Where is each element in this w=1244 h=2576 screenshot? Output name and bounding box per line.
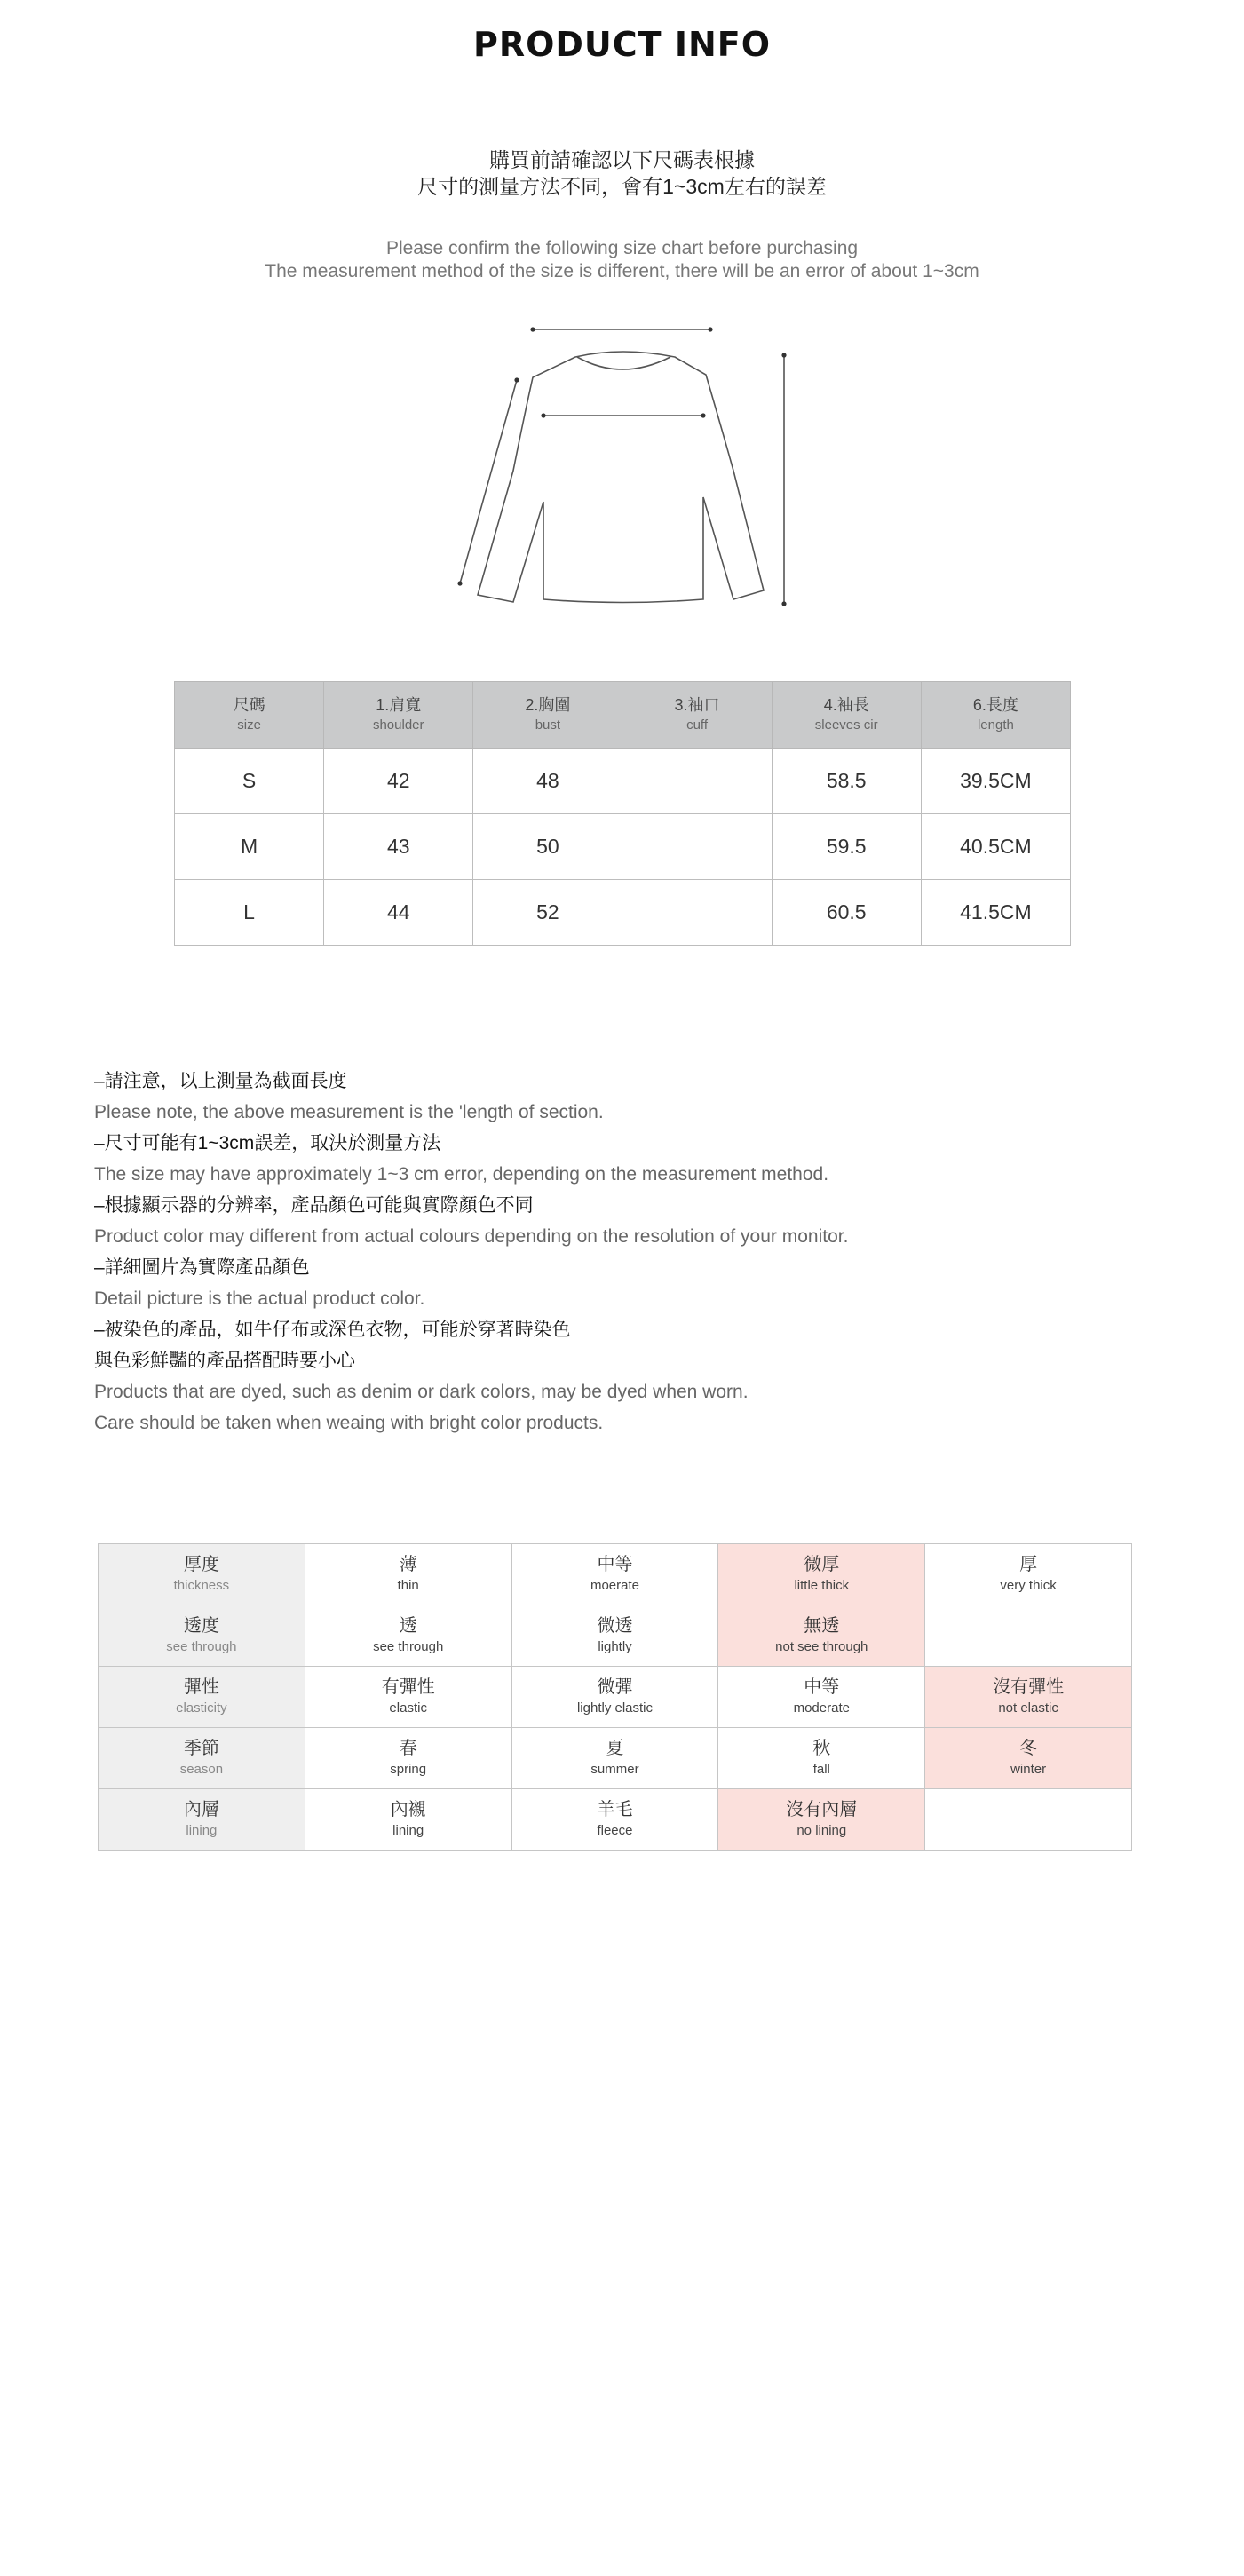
attribute-label: 季節 season — [99, 1728, 305, 1789]
sweater-outline — [478, 352, 764, 603]
attribute-option: 微透 lightly — [511, 1605, 718, 1667]
size-table-header: 1.肩寬 shoulder — [324, 682, 473, 749]
table-cell: 42 — [324, 749, 473, 814]
attribute-option: 薄 thin — [305, 1544, 511, 1605]
garment-measurement-diagram — [0, 320, 1244, 622]
attribute-option: 內襯 lining — [305, 1789, 511, 1851]
attribute-option: 厚 very thick — [925, 1544, 1132, 1605]
table-row — [175, 749, 1071, 814]
attribute-option-selected: 沒有彈性 not elastic — [925, 1667, 1132, 1728]
sleeve-measure-line — [460, 380, 517, 583]
table-cell: S — [175, 749, 324, 814]
table-cell: 41.5CM — [921, 880, 1070, 946]
note-line: –請注意，以上測量為截面長度 — [94, 1071, 347, 1091]
note-line: –被染色的產品，如牛仔布或深色衣物，可能於穿著時染色 — [94, 1320, 571, 1340]
table-cell: 50 — [473, 814, 622, 880]
size-table-header: 6.長度 length — [921, 682, 1070, 749]
attribute-option-empty — [925, 1605, 1132, 1667]
note-line: Care should be taken when weaing with bright color products. — [94, 1413, 604, 1433]
intro-zh-line-1: 購買前請確認以下尺碼表根據 — [489, 148, 755, 171]
size-table-header: 3.袖口 cuff — [622, 682, 772, 749]
attribute-option-empty — [925, 1789, 1132, 1851]
attribute-option: 透 see through — [305, 1605, 511, 1667]
size-table — [174, 681, 1071, 946]
intro-zh-line-2: 尺寸的測量方法不同，會有1~3cm左右的誤差 — [417, 175, 827, 198]
table-cell: 59.5 — [772, 814, 921, 880]
care-notes — [94, 1066, 1160, 1439]
note-line: –詳細圖片為實際產品顏色 — [94, 1257, 310, 1278]
size-table-header: 尺碼 size — [175, 682, 324, 749]
attribute-row — [99, 1667, 1132, 1728]
table-cell: 52 — [473, 880, 622, 946]
fabric-attribute-table — [98, 1543, 1132, 1851]
attribute-option-selected: 無透 not see through — [718, 1605, 925, 1667]
table-cell: 43 — [324, 814, 473, 880]
table-cell — [622, 814, 772, 880]
size-table-header: 2.胸圍 bust — [473, 682, 622, 749]
attribute-label: 彈性 elasticity — [99, 1667, 305, 1728]
note-line: –根據顯示器的分辨率，產品顏色可能與實際顏色不同 — [94, 1195, 534, 1216]
attribute-option: 春 spring — [305, 1728, 511, 1789]
page-title: PRODUCT INFO — [472, 25, 772, 64]
table-cell: 60.5 — [772, 880, 921, 946]
attribute-option-selected: 微厚 little thick — [718, 1544, 925, 1605]
attribute-label: 內層 lining — [99, 1789, 305, 1851]
table-cell: M — [175, 814, 324, 880]
attribute-option: 羊毛 fleece — [511, 1789, 718, 1851]
attribute-option: 有彈性 elastic — [305, 1667, 511, 1728]
note-line: Detail picture is the actual product color. — [94, 1288, 425, 1309]
attribute-option: 中等 moderate — [718, 1667, 925, 1728]
attribute-label: 厚度 thickness — [99, 1544, 305, 1605]
neckline — [577, 357, 670, 369]
intro-en-line-1: Please confirm the following size chart before purchasing — [385, 238, 859, 258]
attribute-row — [99, 1728, 1132, 1789]
table-cell — [622, 880, 772, 946]
table-row — [175, 814, 1071, 880]
note-line: Products that are dyed, such as denim or dark colors, may be dyed when worn. — [94, 1382, 749, 1402]
table-cell: L — [175, 880, 324, 946]
intro-en-line-2: The measurement method of the size is different, there will be an error of about 1~3cm — [265, 261, 979, 281]
note-line: Product color may different from actual colours depending on the resolution of your monitor. — [94, 1226, 849, 1247]
attribute-row — [99, 1789, 1132, 1851]
table-cell: 40.5CM — [921, 814, 1070, 880]
attribute-option: 中等 moerate — [511, 1544, 718, 1605]
note-line: Please note, the above measurement is the 'length of section. — [94, 1102, 604, 1122]
attribute-row — [99, 1605, 1132, 1667]
note-line: The size may have approximately 1~3 cm error, depending on the measurement method. — [94, 1164, 829, 1185]
attribute-option: 微彈 lightly elastic — [511, 1667, 718, 1728]
table-cell: 58.5 — [772, 749, 921, 814]
attribute-option-selected: 沒有內層 no lining — [718, 1789, 925, 1851]
attribute-label: 透度 see through — [99, 1605, 305, 1667]
table-cell: 48 — [473, 749, 622, 814]
size-table-header: 4.袖長 sleeves cir — [772, 682, 921, 749]
table-row — [175, 880, 1071, 946]
table-cell — [622, 749, 772, 814]
size-table-header-row — [175, 682, 1071, 749]
attribute-option: 夏 summer — [511, 1728, 718, 1789]
attribute-option-selected: 冬 winter — [925, 1728, 1132, 1789]
attribute-row — [99, 1544, 1132, 1605]
note-line: –尺寸可能有1~3cm誤差，取決於測量方法 — [94, 1133, 441, 1153]
note-line: 與色彩鮮豔的產品搭配時要小心 — [94, 1351, 355, 1371]
table-cell: 39.5CM — [921, 749, 1070, 814]
attribute-option: 秋 fall — [718, 1728, 925, 1789]
table-cell: 44 — [324, 880, 473, 946]
